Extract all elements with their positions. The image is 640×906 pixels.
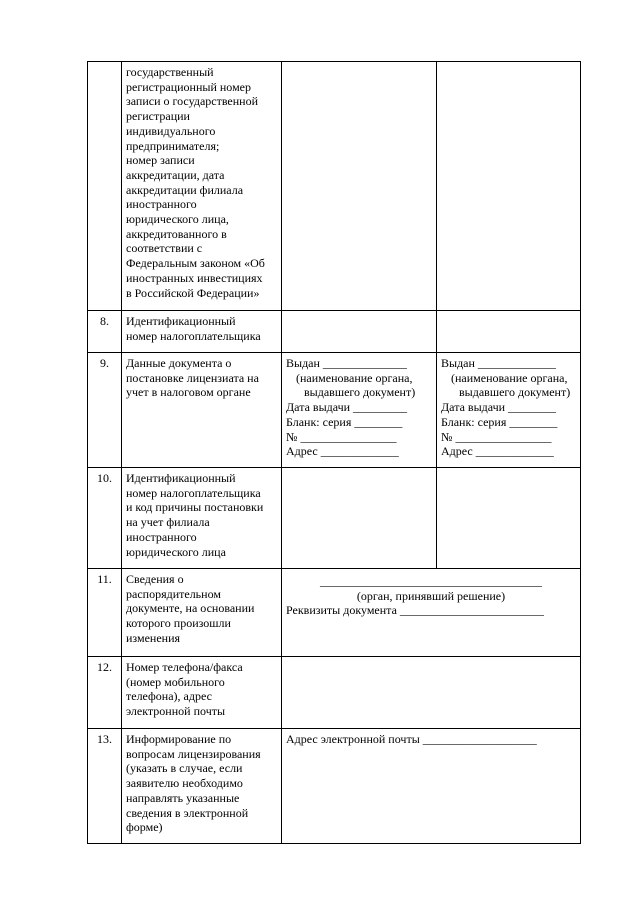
- table-row: [88, 353, 581, 468]
- value-cell[interactable]: [437, 311, 581, 353]
- decision-document-cell[interactable]: [282, 569, 581, 657]
- issued-note: выдавшего документ): [304, 385, 416, 400]
- label-line: иностранных инвестициях: [126, 270, 263, 285]
- label-line: на учет филиала: [126, 515, 210, 530]
- label-line: иностранного: [126, 529, 197, 544]
- row-label-cell: [122, 311, 282, 353]
- label-line: регистрационный номер: [126, 79, 251, 94]
- label-line: заявителю необходимо: [126, 776, 243, 791]
- contact-cell[interactable]: [282, 657, 581, 729]
- label-line: юридического лица: [126, 544, 226, 559]
- value-cell[interactable]: [437, 62, 581, 311]
- row-label-cell: [122, 569, 282, 657]
- label-line: Данные документа о: [126, 356, 232, 370]
- number-field[interactable]: № ________________: [441, 429, 552, 444]
- label-line: аккредитованного в: [126, 226, 227, 241]
- tax-doc-cell-b[interactable]: [437, 353, 581, 468]
- label-line: вопросам лицензирования: [126, 746, 261, 761]
- table-row: [88, 569, 581, 657]
- label-line: (указать в случае, если: [126, 761, 243, 776]
- address-field[interactable]: Адрес _____________: [286, 444, 399, 459]
- form-series-field[interactable]: Бланк: серия ________: [286, 414, 403, 429]
- license-form-table: [87, 61, 581, 844]
- label-line: предпринимателя;: [126, 138, 220, 153]
- row-number: 8.: [88, 311, 122, 353]
- row-number-cell: [88, 62, 122, 311]
- label-line: (номер мобильного: [126, 674, 225, 689]
- row-number: 10.: [88, 468, 122, 569]
- tax-doc-cell-a[interactable]: [282, 353, 437, 468]
- label-line: Идентификационный: [126, 471, 236, 485]
- label-line: иностранного: [126, 197, 197, 212]
- value-cell[interactable]: [437, 468, 581, 569]
- row-number: 13.: [88, 729, 122, 844]
- address-field[interactable]: Адрес _____________: [441, 444, 554, 459]
- label-line: постановке лицензиата на: [126, 370, 259, 385]
- issued-note: (наименование органа,: [296, 370, 413, 385]
- label-line: изменения: [126, 630, 181, 645]
- label-line: номер записи: [126, 153, 195, 168]
- label-line: Номер телефона/факса: [126, 660, 243, 674]
- label-line: сведения в электронной: [126, 805, 249, 820]
- organ-note: (орган, принявший решение): [356, 588, 506, 603]
- issued-field[interactable]: Выдан ______________: [286, 356, 407, 370]
- label-line: аккредитации филиала: [126, 182, 244, 197]
- number-field[interactable]: № ________________: [286, 429, 397, 444]
- label-line: Сведения о: [126, 572, 184, 586]
- table-row: [88, 729, 581, 844]
- table-row: [88, 468, 581, 569]
- row-number: 12.: [88, 657, 122, 729]
- label-line: распорядительном: [126, 586, 221, 601]
- label-line: телефона), адрес: [126, 689, 212, 704]
- row-label-cell: [122, 353, 282, 468]
- label-line: номер налогоплательщика: [126, 485, 261, 500]
- label-line: соответствии с: [126, 241, 203, 256]
- label-line: Идентификационный: [126, 314, 236, 328]
- issue-date-field[interactable]: Дата выдачи _________: [286, 400, 408, 415]
- requisites-field[interactable]: Реквизиты документа ________________________: [286, 603, 544, 618]
- row-label-cell: [122, 729, 282, 844]
- row-number: 11.: [88, 569, 122, 657]
- issued-field[interactable]: Выдан _____________: [441, 356, 556, 370]
- label-line: юридического лица,: [126, 212, 229, 227]
- label-line: записи о государственной: [126, 94, 259, 109]
- row-number: 9.: [88, 353, 122, 468]
- label-line: форме): [126, 820, 163, 835]
- label-line: и код причины постановки: [126, 500, 264, 515]
- label-line: направлять указанные: [126, 790, 240, 805]
- form-series-field[interactable]: Бланк: серия ________: [441, 414, 558, 429]
- email-field[interactable]: Адрес электронной почты ___________________: [286, 732, 537, 746]
- label-line: электронной почты: [126, 704, 226, 719]
- issue-date-field[interactable]: Дата выдачи ________: [441, 400, 557, 415]
- value-cell[interactable]: [282, 468, 437, 569]
- label-line: аккредитации, дата: [126, 167, 225, 182]
- value-cell[interactable]: [282, 311, 437, 353]
- label-line: государственный: [126, 65, 214, 79]
- label-line: Федеральным законом «Об: [126, 256, 265, 271]
- row-label-cell: [122, 468, 282, 569]
- label-line: индивидуального: [126, 123, 216, 138]
- label-line: которого произошли: [126, 616, 231, 631]
- table-row: [88, 657, 581, 729]
- label-line: в Российской Федерации»: [126, 285, 260, 300]
- label-line: Информирование по: [126, 732, 232, 746]
- email-cell[interactable]: [282, 729, 581, 844]
- organ-field[interactable]: _____________________________________: [320, 574, 542, 588]
- issued-note: (наименование органа,: [451, 370, 568, 385]
- value-cell[interactable]: [282, 62, 437, 311]
- label-line: документе, на основании: [126, 601, 255, 616]
- issued-note: выдавшего документ): [459, 385, 571, 400]
- label-line: номер налогоплательщика: [126, 328, 261, 343]
- row-label-cell: [122, 62, 282, 311]
- table-row: [88, 311, 581, 353]
- label-line: регистрации: [126, 109, 190, 124]
- row-label-cell: [122, 657, 282, 729]
- table-row: [88, 62, 581, 311]
- label-line: учет в налоговом органе: [126, 385, 251, 400]
